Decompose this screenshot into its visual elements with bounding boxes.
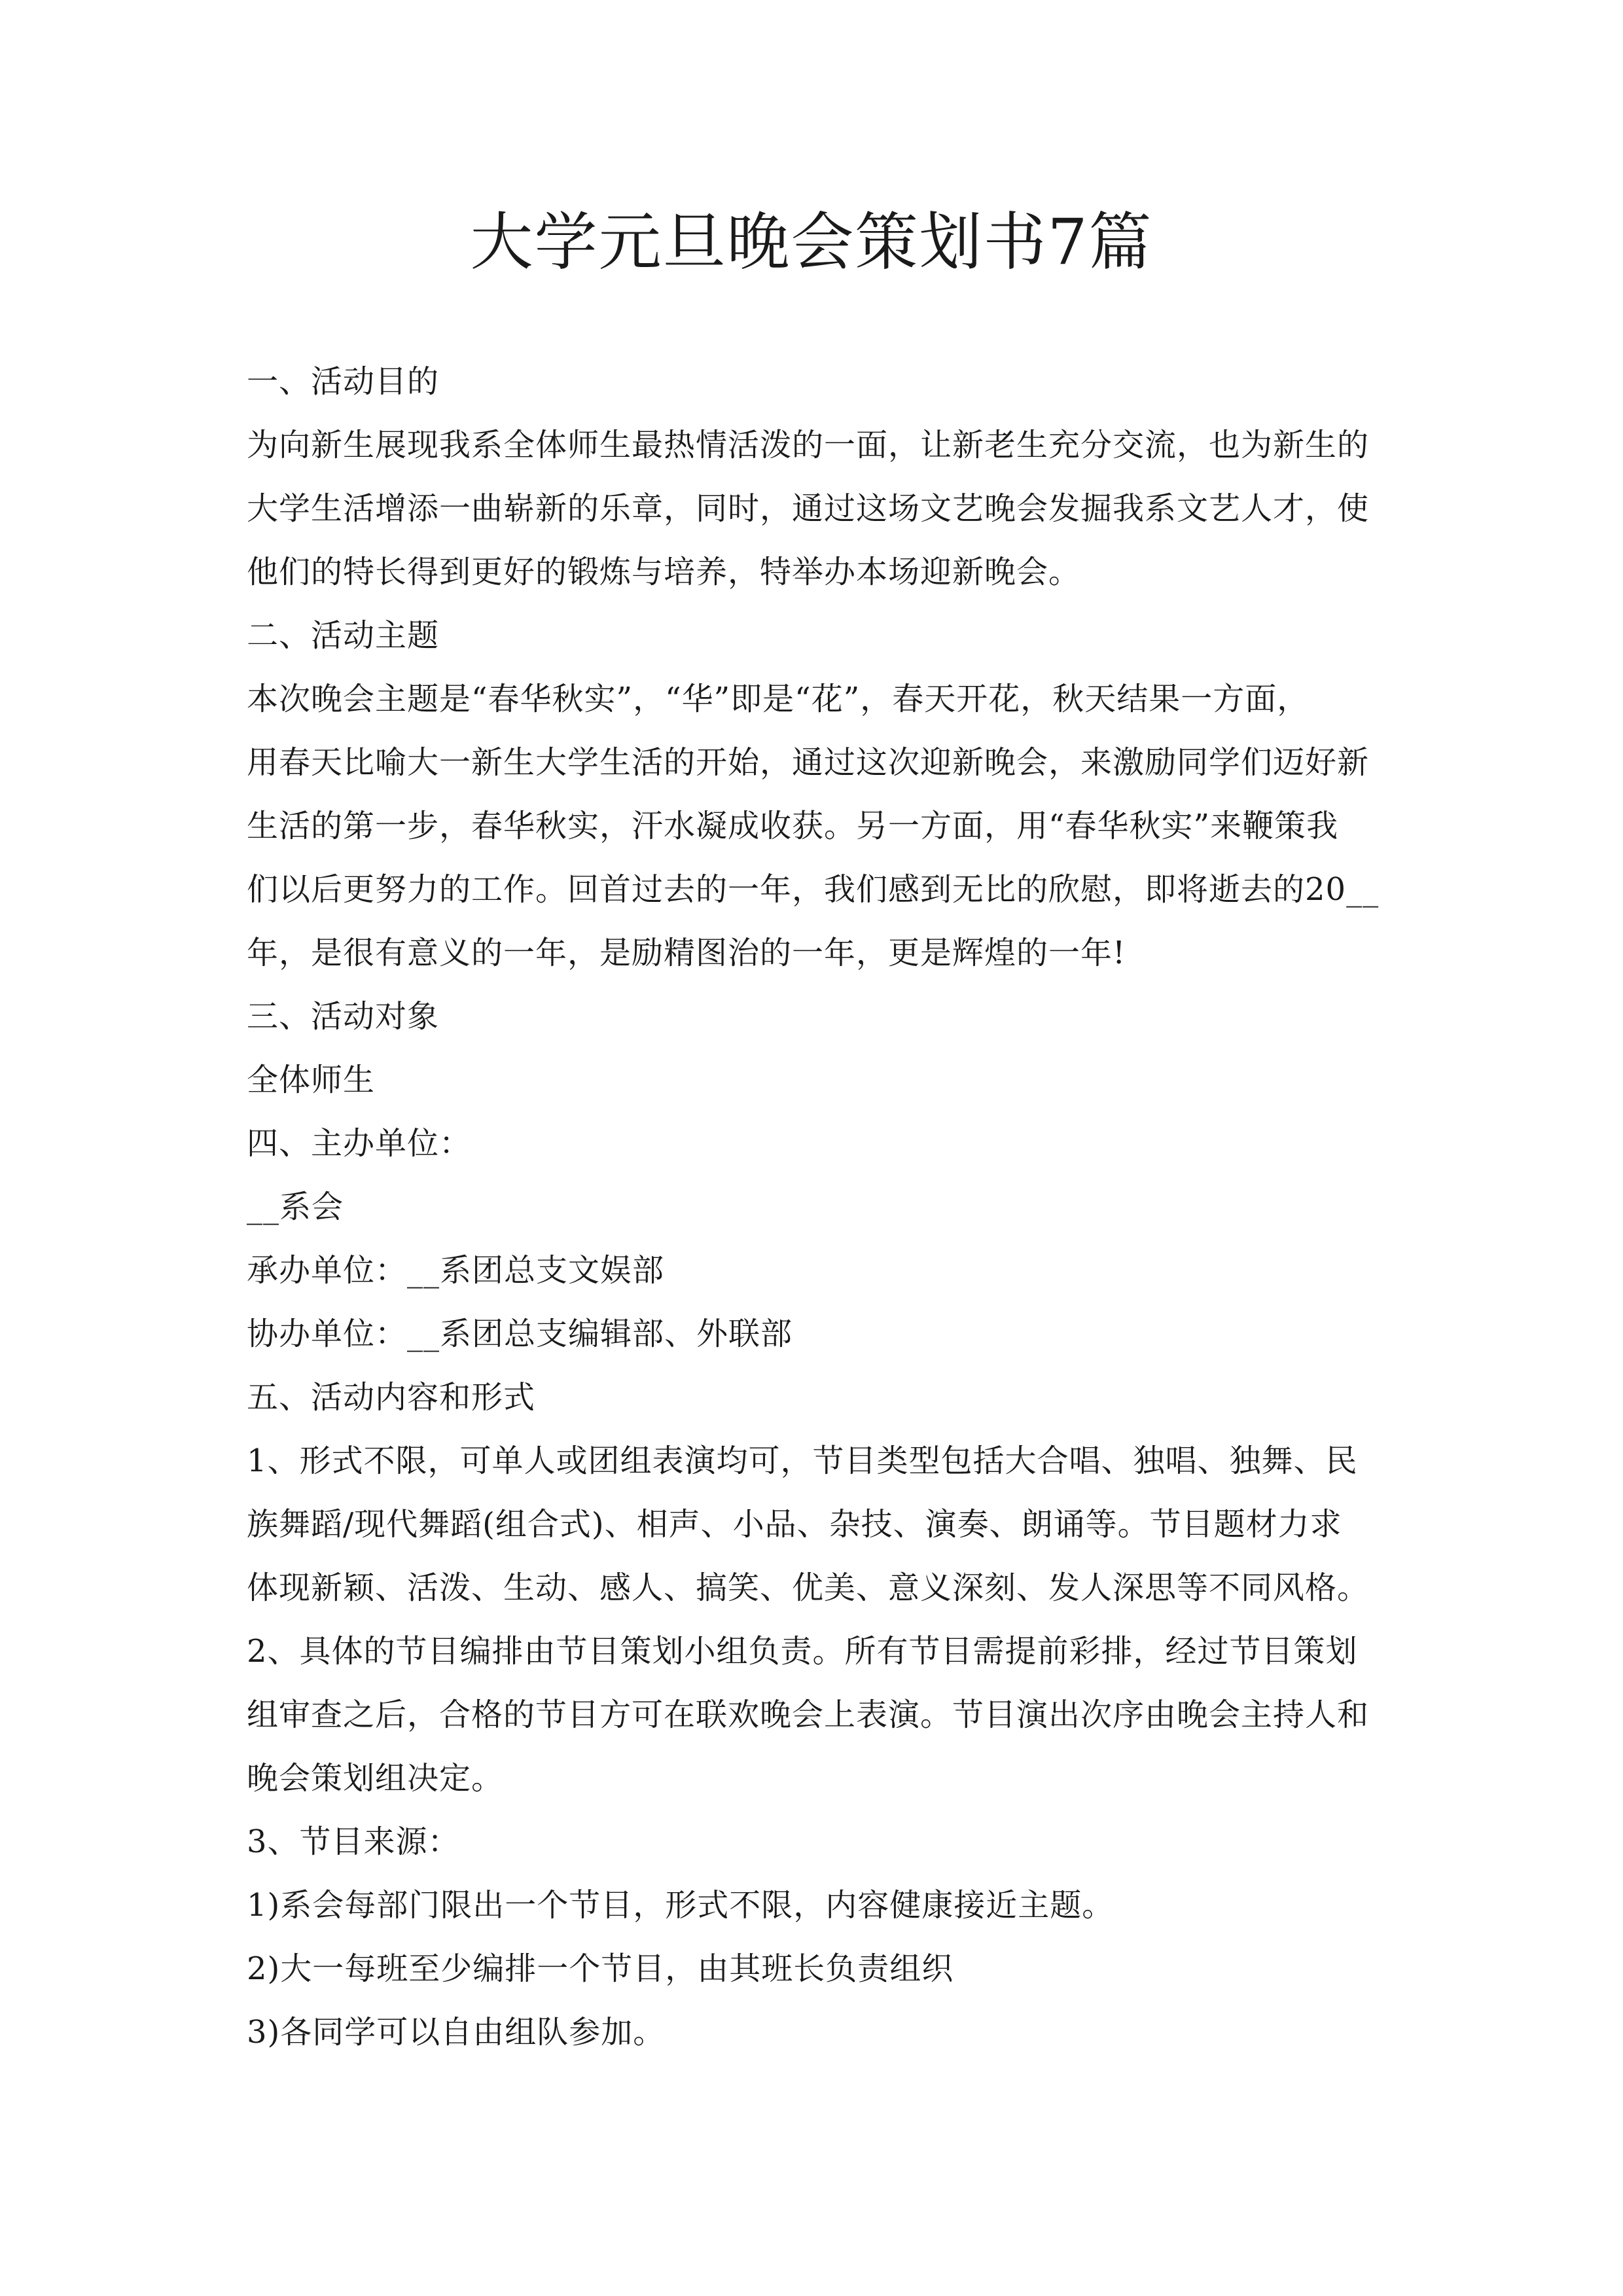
paragraph-line: 晚会策划组决定。 bbox=[247, 1760, 504, 1797]
paragraph-line: 他们的特长得到更好的锻炼与培养，特举办本场迎新晚会。 bbox=[247, 554, 1081, 590]
paragraph-line: 大学生活增添一曲崭新的乐章，同时，通过这场文艺晚会发掘我系文艺人才，使 bbox=[247, 490, 1370, 527]
paragraph-line: 为向新生展现我系全体师生最热情活泼的一面，让新老生充分交流，也为新生的 bbox=[247, 427, 1370, 463]
list-item: 2)大一每班至少编排一个节目，由其班长负责组织 bbox=[247, 1950, 954, 1987]
list-heading: 3、节目来源： bbox=[247, 1823, 460, 1860]
document-body bbox=[247, 350, 1382, 2064]
paragraph-line: 体现新颖、活泼、生动、感人、搞笑、优美、意义深刻、发人深思等不同风格。 bbox=[247, 1570, 1370, 1606]
paragraph-line: 1、形式不限，可单人或团组表演均可，节目类型包括大合唱、独唱、独舞、民 bbox=[247, 1443, 1358, 1479]
paragraph-line: 全体师生 bbox=[247, 1062, 376, 1098]
section-heading-content-format: 五、活动内容和形式 bbox=[247, 1379, 536, 1416]
paragraph-line: 组审查之后，合格的节目方可在联欢晚会上表演。节目演出次序由晚会主持人和 bbox=[247, 1696, 1370, 1733]
paragraph-line: 们以后更努力的工作。回首过去的一年，我们感到无比的欣慰，即将逝去的20__ bbox=[247, 871, 1380, 908]
paragraph-line: 承办单位：__系团总支文娱部 bbox=[247, 1252, 665, 1289]
paragraph-line: __系会 bbox=[247, 1189, 344, 1225]
section-heading-theme: 二、活动主题 bbox=[247, 617, 440, 654]
paragraph-line: 族舞蹈/现代舞蹈(组合式)、相声、小品、杂技、演奏、朗诵等。节目题材力求 bbox=[247, 1506, 1342, 1543]
paragraph-line: 生活的第一步，春华秋实，汗水凝成收获。另一方面，用“春华秋实”来鞭策我 bbox=[247, 808, 1339, 844]
list-item: 3)各同学可以自由组队参加。 bbox=[247, 2014, 666, 2051]
paragraph-line: 本次晚会主题是“春华秋实”，“华”即是“花”，春天开花，秋天结果一方面， bbox=[247, 681, 1310, 717]
paragraph-line: 2、具体的节目编排由节目策划小组负责。所有节目需提前彩排，经过节目策划 bbox=[247, 1633, 1358, 1670]
paragraph-line: 用春天比喻大一新生大学生活的开始，通过这次迎新晚会，来激励同学们迈好新 bbox=[247, 744, 1370, 781]
section-heading-audience: 三、活动对象 bbox=[247, 998, 440, 1035]
page-title: 大学元旦晚会策划书7篇 bbox=[470, 206, 1153, 279]
paragraph-line: 协办单位：__系团总支编辑部、外联部 bbox=[247, 1316, 793, 1352]
section-heading-organizer: 四、主办单位： bbox=[247, 1125, 472, 1162]
section-heading-purpose: 一、活动目的 bbox=[247, 363, 440, 400]
paragraph-line: 年，是很有意义的一年，是励精图治的一年，更是辉煌的一年! bbox=[247, 935, 1126, 971]
list-item: 1)系会每部门限出一个节目，形式不限，内容健康接近主题。 bbox=[247, 1887, 1115, 1924]
